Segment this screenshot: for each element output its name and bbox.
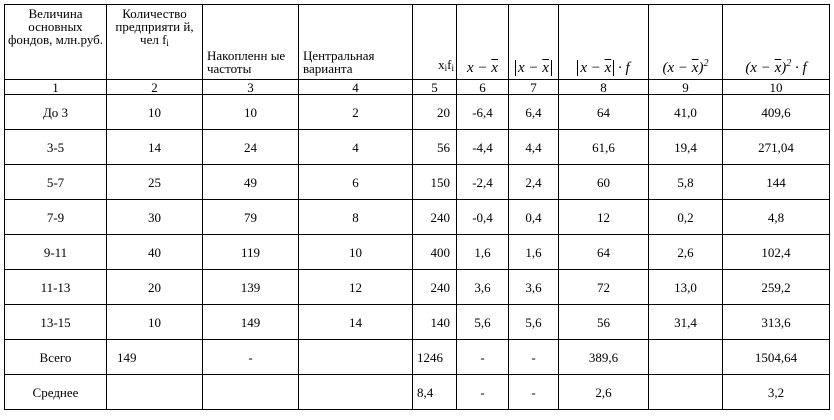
table-row [5, 305, 830, 340]
cell: 271,04 [723, 130, 830, 165]
cell: 240 [413, 200, 457, 235]
cell: 79 [203, 200, 299, 235]
cell: 4 [299, 130, 413, 165]
cell: 10 [203, 95, 299, 130]
row-label: Среднее [5, 375, 107, 410]
cell: 56 [559, 305, 649, 340]
cell: 400 [413, 235, 457, 270]
cell: 149 [203, 305, 299, 340]
table-row [5, 200, 830, 235]
cell [649, 340, 723, 375]
cell: 40 [107, 235, 203, 270]
cell: - [203, 340, 299, 375]
cell: 72 [559, 270, 649, 305]
cell: - [509, 375, 559, 410]
column-number: 9 [649, 80, 723, 95]
header-squared-deviation: $(x - \overline{x})^2$ [649, 5, 723, 80]
cell: 30 [107, 200, 203, 235]
cell: 259,2 [723, 270, 830, 305]
cell: 64 [559, 95, 649, 130]
header-fund-size: Величина основных фондов, млн.руб. [5, 5, 107, 80]
cell: 1,6 [509, 235, 559, 270]
column-number: 6 [457, 80, 509, 95]
column-number: 10 [723, 80, 830, 95]
cell: 8,4 [413, 375, 457, 410]
cell: 3,6 [457, 270, 509, 305]
cell: 5,6 [509, 305, 559, 340]
cell: 6,4 [509, 95, 559, 130]
cell [107, 375, 203, 410]
header-central-variant: Центральная варианта [299, 5, 413, 80]
cell: 19,4 [649, 130, 723, 165]
header-abs-deviation: $x - \overline{x}$ [509, 5, 559, 80]
column-number: 5 [413, 80, 457, 95]
column-number-row [5, 80, 830, 95]
column-number: 2 [107, 80, 203, 95]
cell: 60 [559, 165, 649, 200]
cell: 20 [413, 95, 457, 130]
total-row [5, 340, 830, 375]
cell: 119 [203, 235, 299, 270]
cell: 64 [559, 235, 649, 270]
header-deviation: $x - \overline{x}$ [457, 5, 509, 80]
mean-row [5, 375, 830, 410]
table-row [5, 270, 830, 305]
cell: 140 [413, 305, 457, 340]
column-number: 4 [299, 80, 413, 95]
cell: 24 [203, 130, 299, 165]
cell: 12 [299, 270, 413, 305]
table-row [5, 235, 830, 270]
cell: - [457, 375, 509, 410]
cell: 5,8 [649, 165, 723, 200]
cell: 1,6 [457, 235, 509, 270]
header-weighted-abs-deviation: $x - \overline{x} \cdot f$ [559, 5, 649, 80]
header-cumulative-frequency: Накопленн ые частоты [203, 5, 299, 80]
cell: 20 [107, 270, 203, 305]
cell: 13,0 [649, 270, 723, 305]
cell [649, 375, 723, 410]
cell: 102,4 [723, 235, 830, 270]
row-label: 5-7 [5, 165, 107, 200]
row-label: Всего [5, 340, 107, 375]
cell: -2,4 [457, 165, 509, 200]
column-number: 3 [203, 80, 299, 95]
cell [299, 340, 413, 375]
cell: 2 [299, 95, 413, 130]
cell: 3,2 [723, 375, 830, 410]
cell: 2,6 [649, 235, 723, 270]
table-body [5, 95, 830, 340]
header-xf: $x_if_i$ [413, 5, 457, 80]
cell: 409,6 [723, 95, 830, 130]
table-row [5, 165, 830, 200]
cell: 8 [299, 200, 413, 235]
cell: 31,4 [649, 305, 723, 340]
cell: 56 [413, 130, 457, 165]
cell: 144 [723, 165, 830, 200]
cell: 1504,64 [723, 340, 830, 375]
cell: 240 [413, 270, 457, 305]
cell: 4,4 [509, 130, 559, 165]
cell: - [509, 340, 559, 375]
cell: 41,0 [649, 95, 723, 130]
header-enterprises-count: Количество предприяти й, чел $f_i$ [107, 5, 203, 80]
cell: 2,6 [559, 375, 649, 410]
cell: 49 [203, 165, 299, 200]
cell: 61,6 [559, 130, 649, 165]
row-label: 11-13 [5, 270, 107, 305]
statistics-table [4, 4, 830, 410]
cell: 14 [107, 130, 203, 165]
table-row [5, 130, 830, 165]
column-number: 7 [509, 80, 559, 95]
cell: 139 [203, 270, 299, 305]
cell: 14 [299, 305, 413, 340]
cell: 25 [107, 165, 203, 200]
column-number: 8 [559, 80, 649, 95]
row-label: 9-11 [5, 235, 107, 270]
row-label: 7-9 [5, 200, 107, 235]
row-label: 13-15 [5, 305, 107, 340]
table-row [5, 95, 830, 130]
cell: -6,4 [457, 95, 509, 130]
cell: 150 [413, 165, 457, 200]
column-number: 1 [5, 80, 107, 95]
cell: 10 [107, 95, 203, 130]
cell: -4,4 [457, 130, 509, 165]
cell: 149 [107, 340, 203, 375]
row-label: 3-5 [5, 130, 107, 165]
header-row [5, 5, 830, 80]
cell: 10 [299, 235, 413, 270]
cell [203, 375, 299, 410]
cell: -0,4 [457, 200, 509, 235]
cell: 1246 [413, 340, 457, 375]
cell: 5,6 [457, 305, 509, 340]
cell: 389,6 [559, 340, 649, 375]
row-label: До 3 [5, 95, 107, 130]
cell: 0,4 [509, 200, 559, 235]
cell: 0,2 [649, 200, 723, 235]
cell: 10 [107, 305, 203, 340]
cell [299, 375, 413, 410]
header-weighted-squared-deviation: $(x - \overline{x})^2 \cdot f$ [723, 5, 830, 80]
cell: 12 [559, 200, 649, 235]
cell: 3,6 [509, 270, 559, 305]
cell: 2,4 [509, 165, 559, 200]
cell: 6 [299, 165, 413, 200]
cell: 313,6 [723, 305, 830, 340]
cell: 4,8 [723, 200, 830, 235]
cell: - [457, 340, 509, 375]
